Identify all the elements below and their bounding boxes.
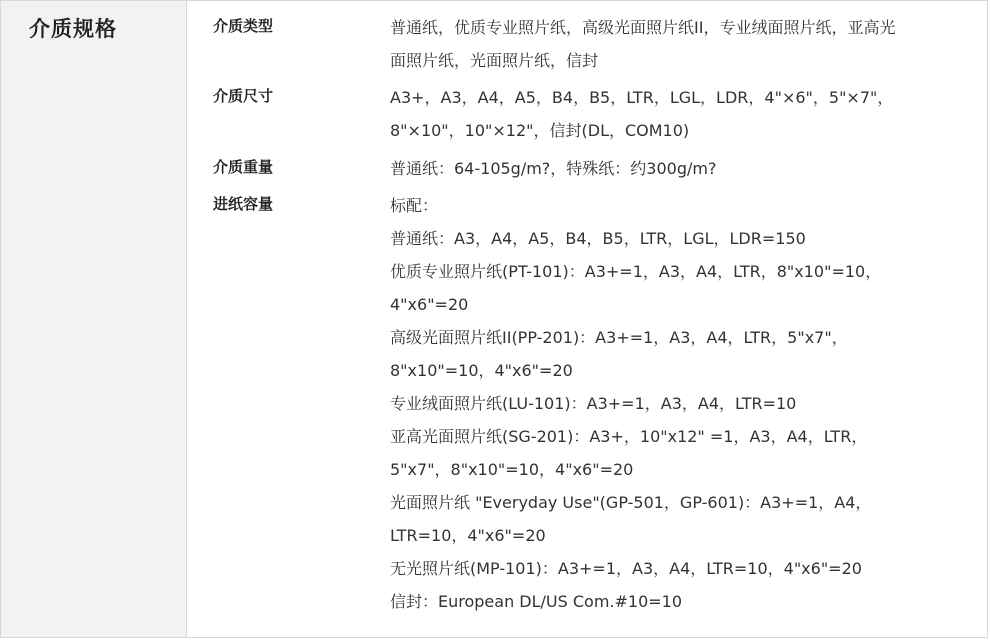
spec-value-media-weight [390,152,950,185]
spec-value-media-type [390,11,950,77]
spec-value-line: 8"x10"=10，4"x6"=20 [390,361,573,380]
spec-value-line: 高级光面照片纸II(PP-201)：A3+=1，A3，A4，LTR，5"x7"， [390,328,848,347]
spec-label-media-size: 介质尺寸 [213,87,274,105]
spec-value-line: 亚高光面照片纸(SG-201)：A3+，10"x12" =1，A3，A4，LTR， [390,427,868,446]
spec-value-line: 普通纸：64-105g/m?，特殊纸：约300g/m? [390,159,717,178]
spec-value-line: 信封：European DL/US Com.#10=10 [390,592,683,611]
category-column [1,1,187,637]
spec-value-line: 8"×10"，10"×12"，信封(DL，COM10) [390,121,690,140]
spec-label-feed-capacity: 进纸容量 [213,195,274,213]
spec-value-line: 无光照片纸(MP-101)：A3+=1，A3，A4，LTR=10，4"x6"=20 [390,559,862,578]
spec-value-line: 优质专业照片纸(PT-101)：A3+=1，A3，A4，LTR，8"x10"=10， [390,262,882,281]
spec-value-feed-capacity [390,189,950,618]
spec-label-media-weight: 介质重量 [213,158,274,176]
spec-value-line: 4"x6"=20 [390,295,469,314]
spec-value-line: 普通纸，优质专业照片纸，高级光面照片纸II，专业绒面照片纸，亚高光 [390,18,896,37]
spec-value-line: 面照片纸，光面照片纸，信封 [390,51,599,70]
spec-value-line: 5"x7"，8"x10"=10，4"x6"=20 [390,460,634,479]
spec-value-line: LTR=10，4"x6"=20 [390,526,546,545]
spec-value-line: 标配： [390,196,439,215]
spec-label-media-type: 介质类型 [213,17,274,35]
spec-value-line: 普通纸：A3，A4，A5，B4，B5，LTR，LGL，LDR=150 [390,229,806,248]
spec-value-media-size [390,81,950,147]
spec-value-line: 专业绒面照片纸(LU-101)：A3+=1，A3，A4，LTR=10 [390,394,797,413]
spec-value-line: A3+，A3，A4，A5，B4，B5，LTR，LGL，LDR，4"×6"，5"×7"， [390,88,894,107]
section-title: 介质规格 [29,17,117,41]
spec-value-line: 光面照片纸 "Everyday Use"(GP-501，GP-601)：A3+=1，A4， [390,493,872,512]
